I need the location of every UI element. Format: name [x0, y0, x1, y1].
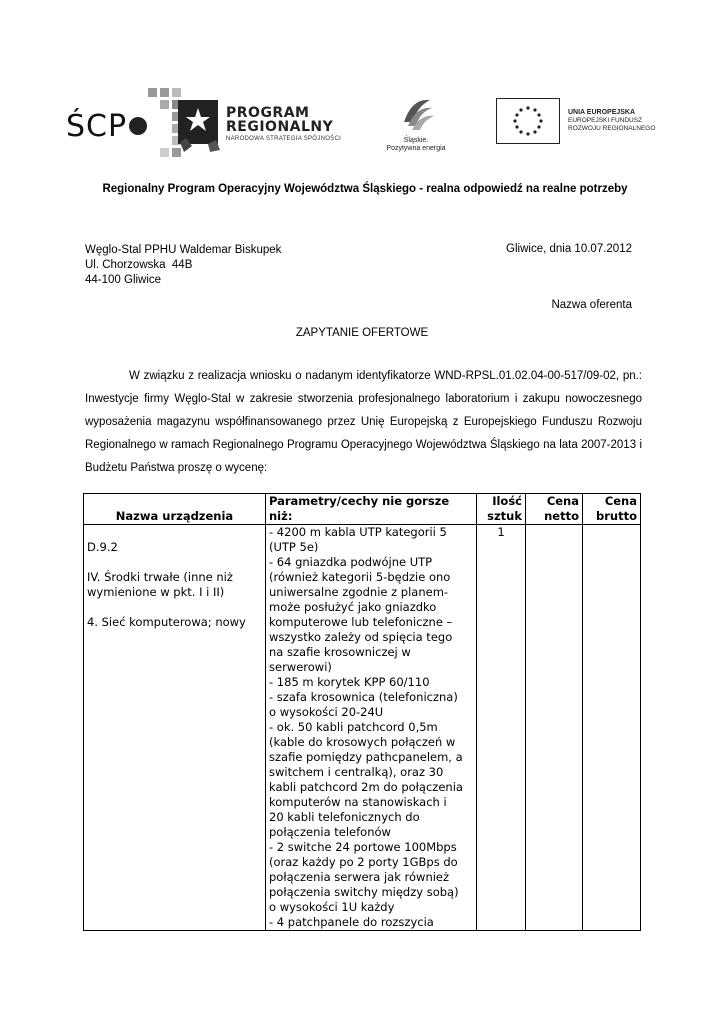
slaskie-logo [376, 92, 456, 162]
param-line: połączenia switchy między sobą) [269, 885, 459, 899]
sender-city: 44-100 Gliwice [85, 274, 162, 286]
header-params-line2: niż: [269, 509, 293, 523]
name-line-item: 4. Sieć komputerowa; nowy [87, 615, 246, 629]
eu-logo-line1: UNIA EUROPEJSKA [568, 109, 636, 116]
header-params-line1: Parametry/cechy nie gorsze [269, 494, 450, 508]
slaskie-swirl-icon [396, 92, 436, 132]
param-line: połączenia serwera jak również [269, 870, 450, 884]
offerent-label: Nazwa oferenta [551, 299, 632, 311]
header-net-line1: Cena [546, 494, 579, 508]
name-line-category-cont: wymienione w pkt. I i II) [87, 585, 225, 599]
param-line: switchem i centralką), oraz 30 [269, 765, 444, 779]
scp-logo [66, 106, 147, 146]
param-line: (kable do krosowych połączeń w [269, 735, 456, 749]
name-line-category: IV. Środki trwałe (inne niż [87, 570, 233, 584]
program-regionalny-logo [174, 94, 364, 158]
program-logo-subtitle: NARODOWA STRATEGIA SPÓJNOŚCI [226, 136, 342, 142]
header-params [266, 494, 477, 525]
eu-logo-line3: ROZWOJU REGIONALNEGO [568, 125, 656, 132]
param-line: (również kategorii 5-będzie ono [269, 570, 451, 584]
document-title: ZAPYTANIE OFERTOWE [295, 327, 429, 339]
param-line: - 64 gniazdka podwójne UTP [269, 555, 433, 569]
header-qty-line1: Ilość [492, 494, 522, 508]
header-net [526, 494, 583, 525]
param-line: komputerów na stanowiskach i [269, 795, 447, 809]
param-line: - 4 patchpanele do rozszycia [269, 915, 434, 929]
header-qty [477, 494, 526, 525]
intro-paragraph: W związku z realizacja wniosku o nadanym identyfikatorze WND-RPSL.01.02.04-00-517/09-02, pn.: Inwestycje firmy Węglo-Stal w zakresie stworzenia profesjonalnego laboratorium i zakupu nowoczesnego wyposażenia magazynu współfinansowanego przez Unię Europejską z Europejskiego Funduszu Rozwoju Regionalnego w ramach Regionalnego Programu Operacyjnego Województwa Śląskiego na lata 2007-2013 i Budżetu Państwa proszę o wycenę: [85, 370, 642, 474]
sender-street: Ul. Chorzowska 44B [85, 259, 193, 271]
name-line-code: D.9.2 [87, 540, 118, 554]
param-line: na szafie krosowniczej w [269, 645, 411, 659]
param-line: (oraz każdy po 2 porty 1GBps do [269, 855, 458, 869]
program-star-icon [174, 94, 224, 158]
param-line: komputerowe lub telefoniczne – [269, 615, 453, 629]
eu-logo-line2: EUROPEJSKI FUNDUSZ [568, 117, 643, 124]
cell-params [266, 525, 477, 931]
param-line: połączenia telefonów [269, 825, 391, 839]
program-logo-line2: REGIONALNY [226, 119, 334, 135]
table-header-row [84, 494, 641, 525]
param-line: o wysokości 1U każdy [269, 900, 395, 914]
program-logo-line1: PROGRAM [226, 105, 310, 121]
specs-table [83, 493, 641, 931]
table-row [84, 525, 641, 931]
param-line: - 4200 m kabla UTP kategorii 5 [269, 525, 447, 539]
param-line: serwerowi) [269, 660, 332, 674]
cell-qty: 1 [477, 525, 526, 931]
param-line: może posłużyć jako gniazdko [269, 600, 437, 614]
header-gross-line1: Cena [604, 494, 637, 508]
param-line: 20 kabli telefonicznych do [269, 810, 420, 824]
param-line: kabli patchcord 2m do połączenia [269, 780, 463, 794]
header-name: Nazwa urządzenia [84, 494, 266, 525]
sender-address [85, 243, 281, 288]
cell-name [84, 525, 266, 931]
header-gross-line2: brutto [596, 509, 637, 523]
param-line: - 2 switche 24 portowe 100Mbps [269, 840, 457, 854]
eu-flag-icon [496, 98, 560, 144]
place-date: Gliwice, dnia 10.07.2012 [506, 243, 632, 255]
param-line: wszystko zależy od spięcia tego [269, 630, 453, 644]
eu-logo [496, 98, 666, 148]
header-net-line2: netto [544, 509, 579, 523]
logo-strip [60, 86, 656, 166]
scp-logo-text: ŚCP [66, 108, 128, 144]
header-qty-line2: sztuk [487, 509, 522, 523]
param-line: - ok. 50 kabli patchcord 0,5m [269, 720, 438, 734]
slaskie-logo-line1: Śląskie. [403, 137, 429, 144]
param-line: (UTP 5e) [269, 540, 319, 554]
program-heading: Regionalny Program Operacyjny Województwa Śląskiego - realna odpowiedź na realne potrzeby [102, 183, 628, 195]
param-line: - szafa krosownica (telefoniczna) [269, 690, 458, 704]
slaskie-logo-line2: Pozytywna energia [386, 145, 446, 152]
param-line: o wysokości 20-24U [269, 705, 384, 719]
scp-logo-dot [129, 117, 147, 135]
sender-name: Węglo-Stal PPHU Waldemar Biskupek [85, 244, 282, 256]
cell-net-price [526, 525, 583, 931]
param-line: uniwersalne zgodnie z planem- [269, 585, 449, 599]
cell-gross-price [583, 525, 641, 931]
param-line: - 185 m korytek KPP 60/110 [269, 675, 430, 689]
param-line: szafie pomiędzy pathcpanelem, a [269, 750, 463, 764]
header-gross [583, 494, 641, 525]
